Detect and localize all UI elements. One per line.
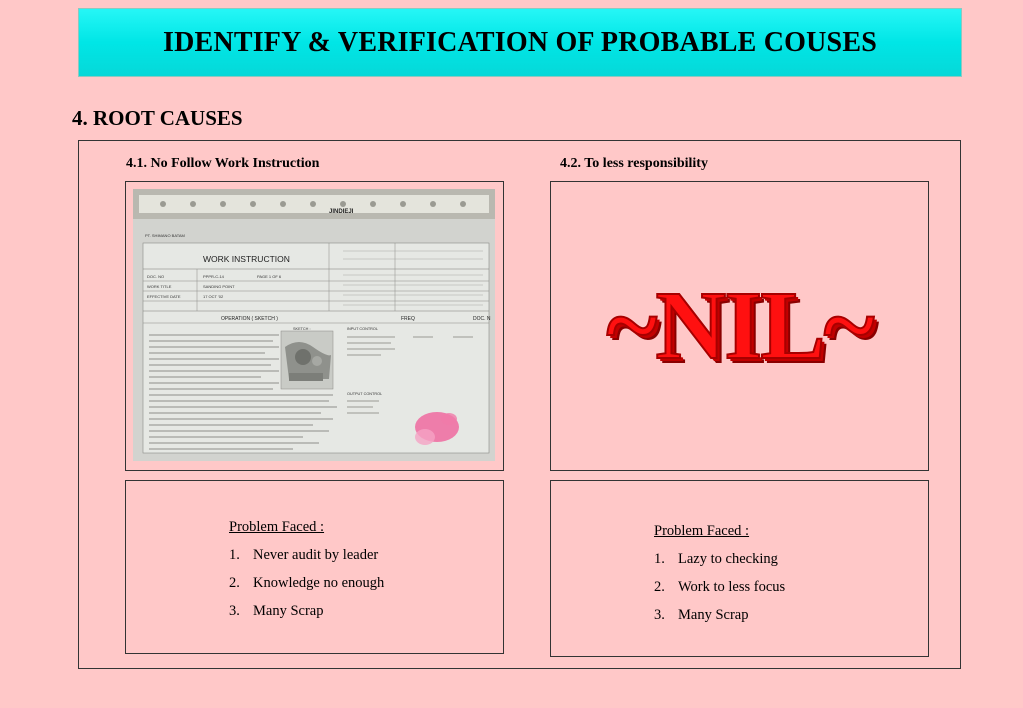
photo-freq: FREQ <box>401 316 415 322</box>
section-heading: 4. ROOT CAUSES <box>72 106 243 130</box>
photo-doc-title: WORK INSTRUCTION <box>203 254 290 264</box>
photo-field-label: DOC. NO <box>147 274 165 279</box>
photo-stamp: JINDIEJI <box>329 209 354 215</box>
photo-input-control: INPUT CONTROL <box>347 327 378 331</box>
list-text: Never audit by leader <box>253 547 379 563</box>
list-number: 3. <box>229 603 240 619</box>
list-number: 2. <box>229 575 240 591</box>
list-number: 3. <box>654 607 665 623</box>
list-text: Lazy to checking <box>678 551 778 567</box>
list-text: Work to less focus <box>678 579 786 595</box>
photo-field-value: PPPR-C-14 <box>203 274 224 279</box>
photo-field-label: WORK TITLE <box>147 284 172 289</box>
right-problem-title: Problem Faced : <box>654 523 750 539</box>
photo-field-value: SANDING POINT <box>203 284 235 289</box>
list-text: Many Scrap <box>678 607 749 623</box>
right-subheading: 4.2. To less responsibility <box>560 156 708 171</box>
list-item <box>229 541 384 569</box>
photo-sketch-label: SKETCH : <box>293 327 311 331</box>
photo-field-value: 17 OCT '02 <box>203 294 224 299</box>
page-title: IDENTIFY & VERIFICATION OF PROBABLE COUSES <box>163 26 877 58</box>
list-text: Knowledge no enough <box>253 575 385 591</box>
nil-wrap <box>551 181 928 471</box>
left-subheading: 4.1. No Follow Work Instruction <box>126 156 320 171</box>
list-number: 1. <box>229 547 240 563</box>
list-number: 1. <box>654 551 665 567</box>
work-instruction-photo <box>133 189 495 461</box>
left-problem-list <box>229 513 384 625</box>
nil-text: ~NIL~ <box>606 272 873 380</box>
photo-output-control: OUTPUT CONTROL <box>347 392 383 396</box>
title-banner <box>78 8 962 77</box>
list-item <box>229 597 384 625</box>
list-text: Many Scrap <box>253 603 324 619</box>
photo-operation-header: OPERATION ( SKETCH ) <box>221 316 278 322</box>
left-problem-title: Problem Faced : <box>229 519 325 535</box>
list-number: 2. <box>654 579 665 595</box>
photo-company: PT. SHIMANO BATAM <box>145 233 185 238</box>
right-problem-list <box>654 517 785 629</box>
list-item <box>654 545 785 573</box>
photo-field-label: EFFECTIVE DATE <box>147 294 181 299</box>
photo-doc: DOC. N <box>473 316 491 322</box>
list-item <box>654 601 785 629</box>
list-item <box>654 573 785 601</box>
photo-page: PAGE 1 OF 6 <box>257 274 282 279</box>
list-item <box>229 569 384 597</box>
